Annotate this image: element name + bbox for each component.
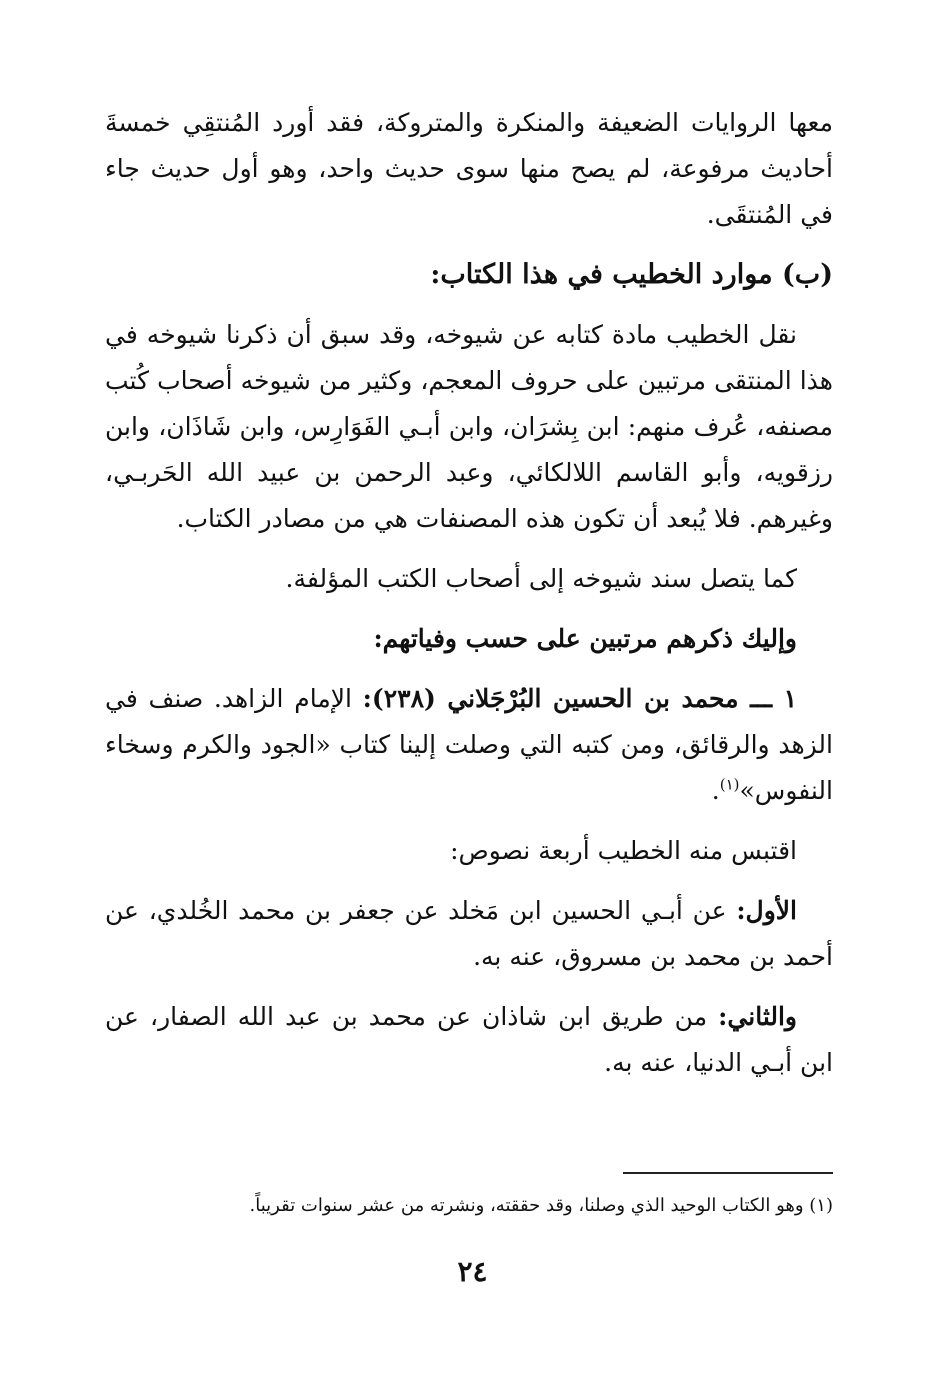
section-heading: (ب) موارد الخطيب في هذا الكتاب: [430,259,833,290]
entry-1-text: الإمام الزاهد. صنف في الزهد والرقائق، ومن كتبه التي وصلت إلينا كتاب «الجود والكرم وسخاء النفوس» [105,684,833,805]
paragraph-intro: معها الروايات الضعيفة والمنكرة والمتروكة، فقد أورد المُنتقِي خمسةَ أحاديث مرفوعة، لم يصح منها سوى حديث واحد، وهو أول حديث جاء في المُنتقَى. [105,108,833,229]
second-label: والثاني: [718,1002,797,1031]
footnote-ref[interactable]: (١) [719,775,740,794]
paragraph-first [105,888,833,980]
entry-1-end: . [711,776,720,805]
page-number: ٢٤ [457,1255,488,1288]
paragraph-chain: كما يتصل سند شيوخه إلى أصحاب الكتب المؤلفة. [285,564,797,593]
first-label: الأول: [736,896,797,925]
paragraph-entry-1 [105,676,833,814]
paragraph-second [105,994,833,1086]
page-body [105,100,833,1100]
entry-1-name: ١ ـــ محمد بن الحسين البُرْجَلاني (٢٣٨): [362,684,797,713]
first-text: عن أبـي الحسين ابن مَخلد عن جعفر بن محمد الخُلدي، عن أحمد بن محمد بن مسروق، عنه به. [105,896,833,971]
paragraph-list-intro: وإليك ذكرهم مرتبين على حسب وفياتهم: [373,624,797,653]
paragraph-sources: نقل الخطيب مادة كتابه عن شيوخه، وقد سبق أن ذكرنا شيوخه في هذا المنتقى مرتبين على حروف المعجم، وكثير من شيوخه أصحاب كُتب مصنفه، عُرف منهم: ابن بِشرَان، وابن أبـي الفَوَارِس، وابن شَاذَان، وابن رزقويه، وأبو القاسم اللالكائي، وعبد الرحمن بن عبيد الله الحَربـي، وغيرهم. فلا يُبعد أن تكون هذه المصنفات هي من مصادر الكتاب. [105,320,833,533]
second-text: من طريق ابن شاذان عن محمد بن عبد الله الصفار، عن ابن أبـي الدنيا، عنه به. [105,1002,833,1077]
paragraph-quotes: اقتبس منه الخطيب أربعة نصوص: [450,836,797,865]
footnote: (١) وهو الكتاب الوحيد الذي وصلنا، وقد حققته، ونشرته من عشر سنوات تقريباً. [249,1195,833,1216]
footnote-divider [623,1172,833,1174]
